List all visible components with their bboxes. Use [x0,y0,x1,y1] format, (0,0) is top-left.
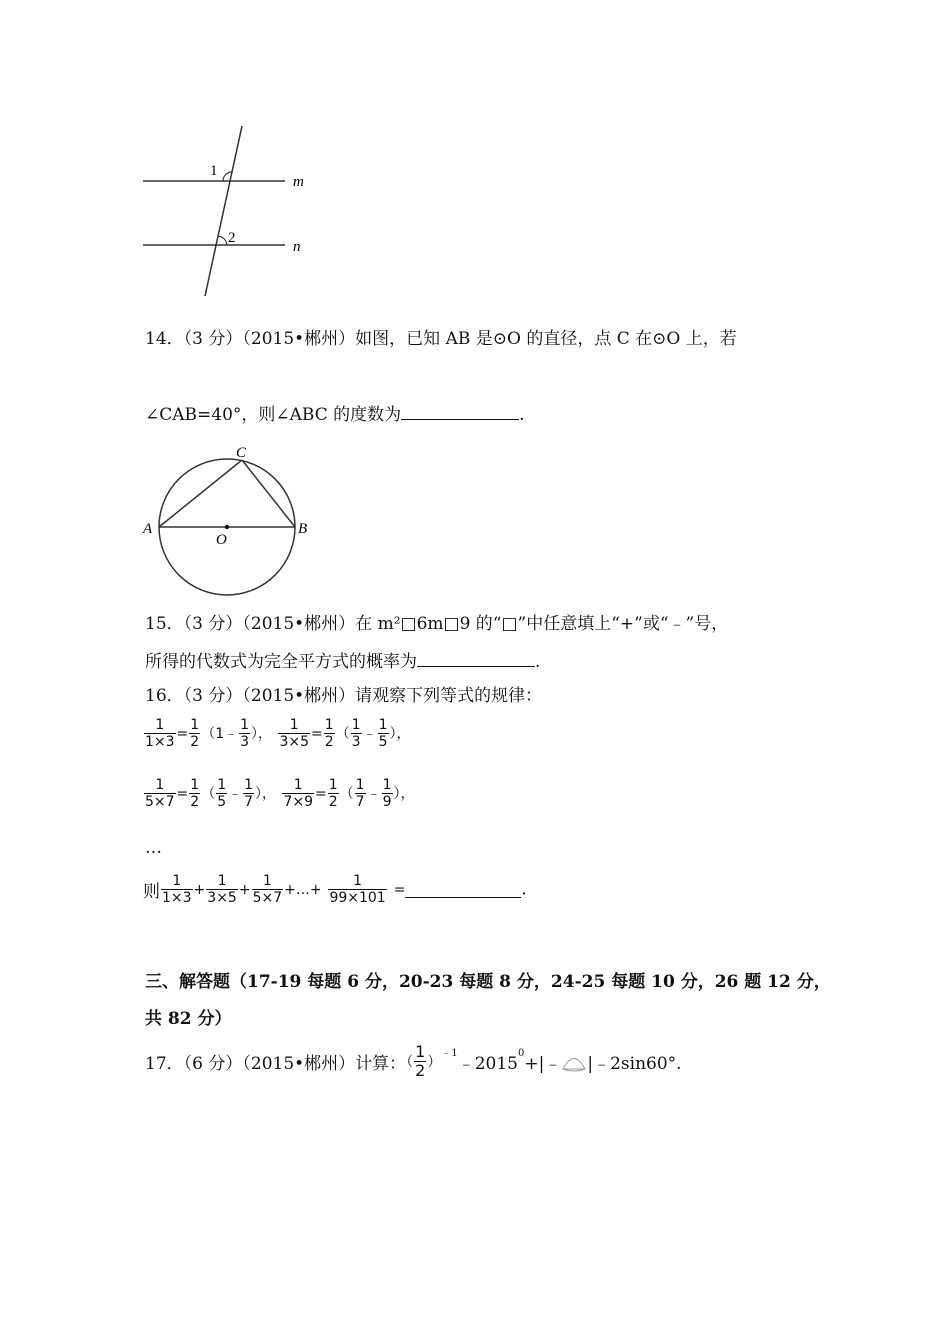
q16-equation-row2: $\frac{1}{5\times 7}$ = $\frac{1}{2}$ （ $\frac{1}{5}$ ﹣ $\frac{1}{7}$ ）， $\frac{1}{7\times 9}$ = $\frac{1}{2}$ （ $\frac{1}{7}$ ﹣ $\frac{1}{9}$ ）， [145,777,415,810]
fraction: $\frac{1}{5}$ [378,717,388,750]
fraction: $\frac{1}{3\times 5}$ [279,717,309,750]
q14-text1: 如图，已知 AB 是⊙O 的直径，点 C 在⊙O 上，若 [355,329,737,349]
q14-answer-blank [401,403,519,420]
q17-number: 17． [145,1054,184,1074]
q15-text1: 在 m²□6m□9 的“□”中任意填上“+”或“﹣”号， [355,614,729,634]
q17-score: （6 分） [183,1054,243,1074]
q14-source: （2015•郴州） [242,329,356,349]
point-c-label: C [236,445,247,461]
q16-ellipsis: … [145,838,162,858]
q16-text: 请观察下列等式的规律： [355,686,543,706]
section3-title-line1: 三、解答题（17-19 每题 6 分，20-23 每题 8 分，24-25 每题 10 分，26 题 12 分， [145,972,831,992]
q15-number: 15． [145,614,184,634]
fraction: $\frac{1}{7\times 9}$ [283,777,313,810]
angle-1-label: 1 [210,163,218,179]
q14-line1 [145,324,737,349]
q17-text: 计算： [355,1054,407,1074]
q14-end: . [519,405,525,425]
q14-score: （3 分） [183,329,243,349]
q16-line1 [145,681,542,706]
fraction: $\frac{1}{7}$ [244,777,254,810]
q16-source: （2015•郴州） [242,686,356,706]
fraction: $\frac{1}{9}$ [382,777,392,810]
q15-text2: 所得的代数式为完全平方式的概率为 [145,652,417,672]
fraction: $\frac{1}{2}$ [415,1042,426,1080]
line-m-label: m [293,174,304,190]
q16-sum-row: 则 $\frac{1}{1\times 3}$ + $\frac{1}{3\times 5}$ + $\frac{1}{5\times 7}$ +…+ $\frac{1}{99\times 101}$ = . [143,873,527,906]
fraction: $\frac{1}{7}$ [355,777,365,810]
point-b-label: B [298,521,308,537]
segment-ac [159,460,242,527]
fraction: $\frac{1}{2}$ [324,717,334,750]
point-o-label: O [216,532,227,548]
circle-figure [138,440,318,600]
fraction: $\frac{1}{5}$ [217,777,227,810]
fraction: $\frac{1}{3}$ [240,717,250,750]
fraction: $\frac{1}{1\times 3}$ [145,717,175,750]
q15-score: （3 分） [183,614,243,634]
fraction: $\frac{1}{2}$ [190,717,200,750]
fraction: $\frac{1}{99\times 101}$ [329,873,386,906]
q15-line2 [145,647,540,672]
angle-2-arc [218,236,227,245]
sqrt-image-placeholder [561,1052,587,1072]
fraction: $\frac{1}{1\times 3}$ [162,873,192,906]
q14-line2 [145,400,525,425]
point-a-label: A [143,521,153,537]
q14-number: 14． [145,329,184,349]
q16-number: 16． [145,686,184,706]
q16-score: （3 分） [183,686,243,706]
fraction: $\frac{1}{5\times 7}$ [252,873,283,906]
q17-line: 17．（6 分）（2015•郴州）计算：（ $\frac{1}{2}$ ）$^{﹣1}﹣2015^0+|﹣$ |﹣2sin60°. [145,1042,682,1080]
q15-end: . [535,652,541,672]
parallel-lines-figure [140,120,330,305]
angle-2-label: 2 [228,230,236,246]
line-n-label: n [293,239,301,255]
center-point [225,525,229,529]
fraction: $\frac{1}{5\times 7}$ [145,777,175,810]
q15-line1 [145,609,728,634]
q15-source: （2015•郴州） [242,614,356,634]
q16-answer-blank [405,881,521,898]
fraction: $\frac{1}{3}$ [351,717,361,750]
q16-equation-row1: $\frac{1}{1\times 3}$ = $\frac{1}{2}$ （1﹣ $\frac{1}{3}$ ）， $\frac{1}{3\times 5}$ = $\frac{1}{2}$ （ $\frac{1}{3}$ ﹣ $\frac{1}{5}$ ）， [145,717,411,750]
segment-bc [242,460,295,527]
q14-text2: ∠CAB=40°，则∠ABC 的度数为 [145,405,402,425]
fraction: $\frac{1}{3\times 5}$ [207,873,237,906]
q17-source: （2015•郴州） [242,1054,356,1074]
q15-answer-blank [417,650,535,667]
fraction: $\frac{1}{2}$ [190,777,200,810]
transversal-line [205,126,242,296]
section3-title-line2: 共 82 分） [145,1009,232,1029]
fraction: $\frac{1}{2}$ [328,777,338,810]
